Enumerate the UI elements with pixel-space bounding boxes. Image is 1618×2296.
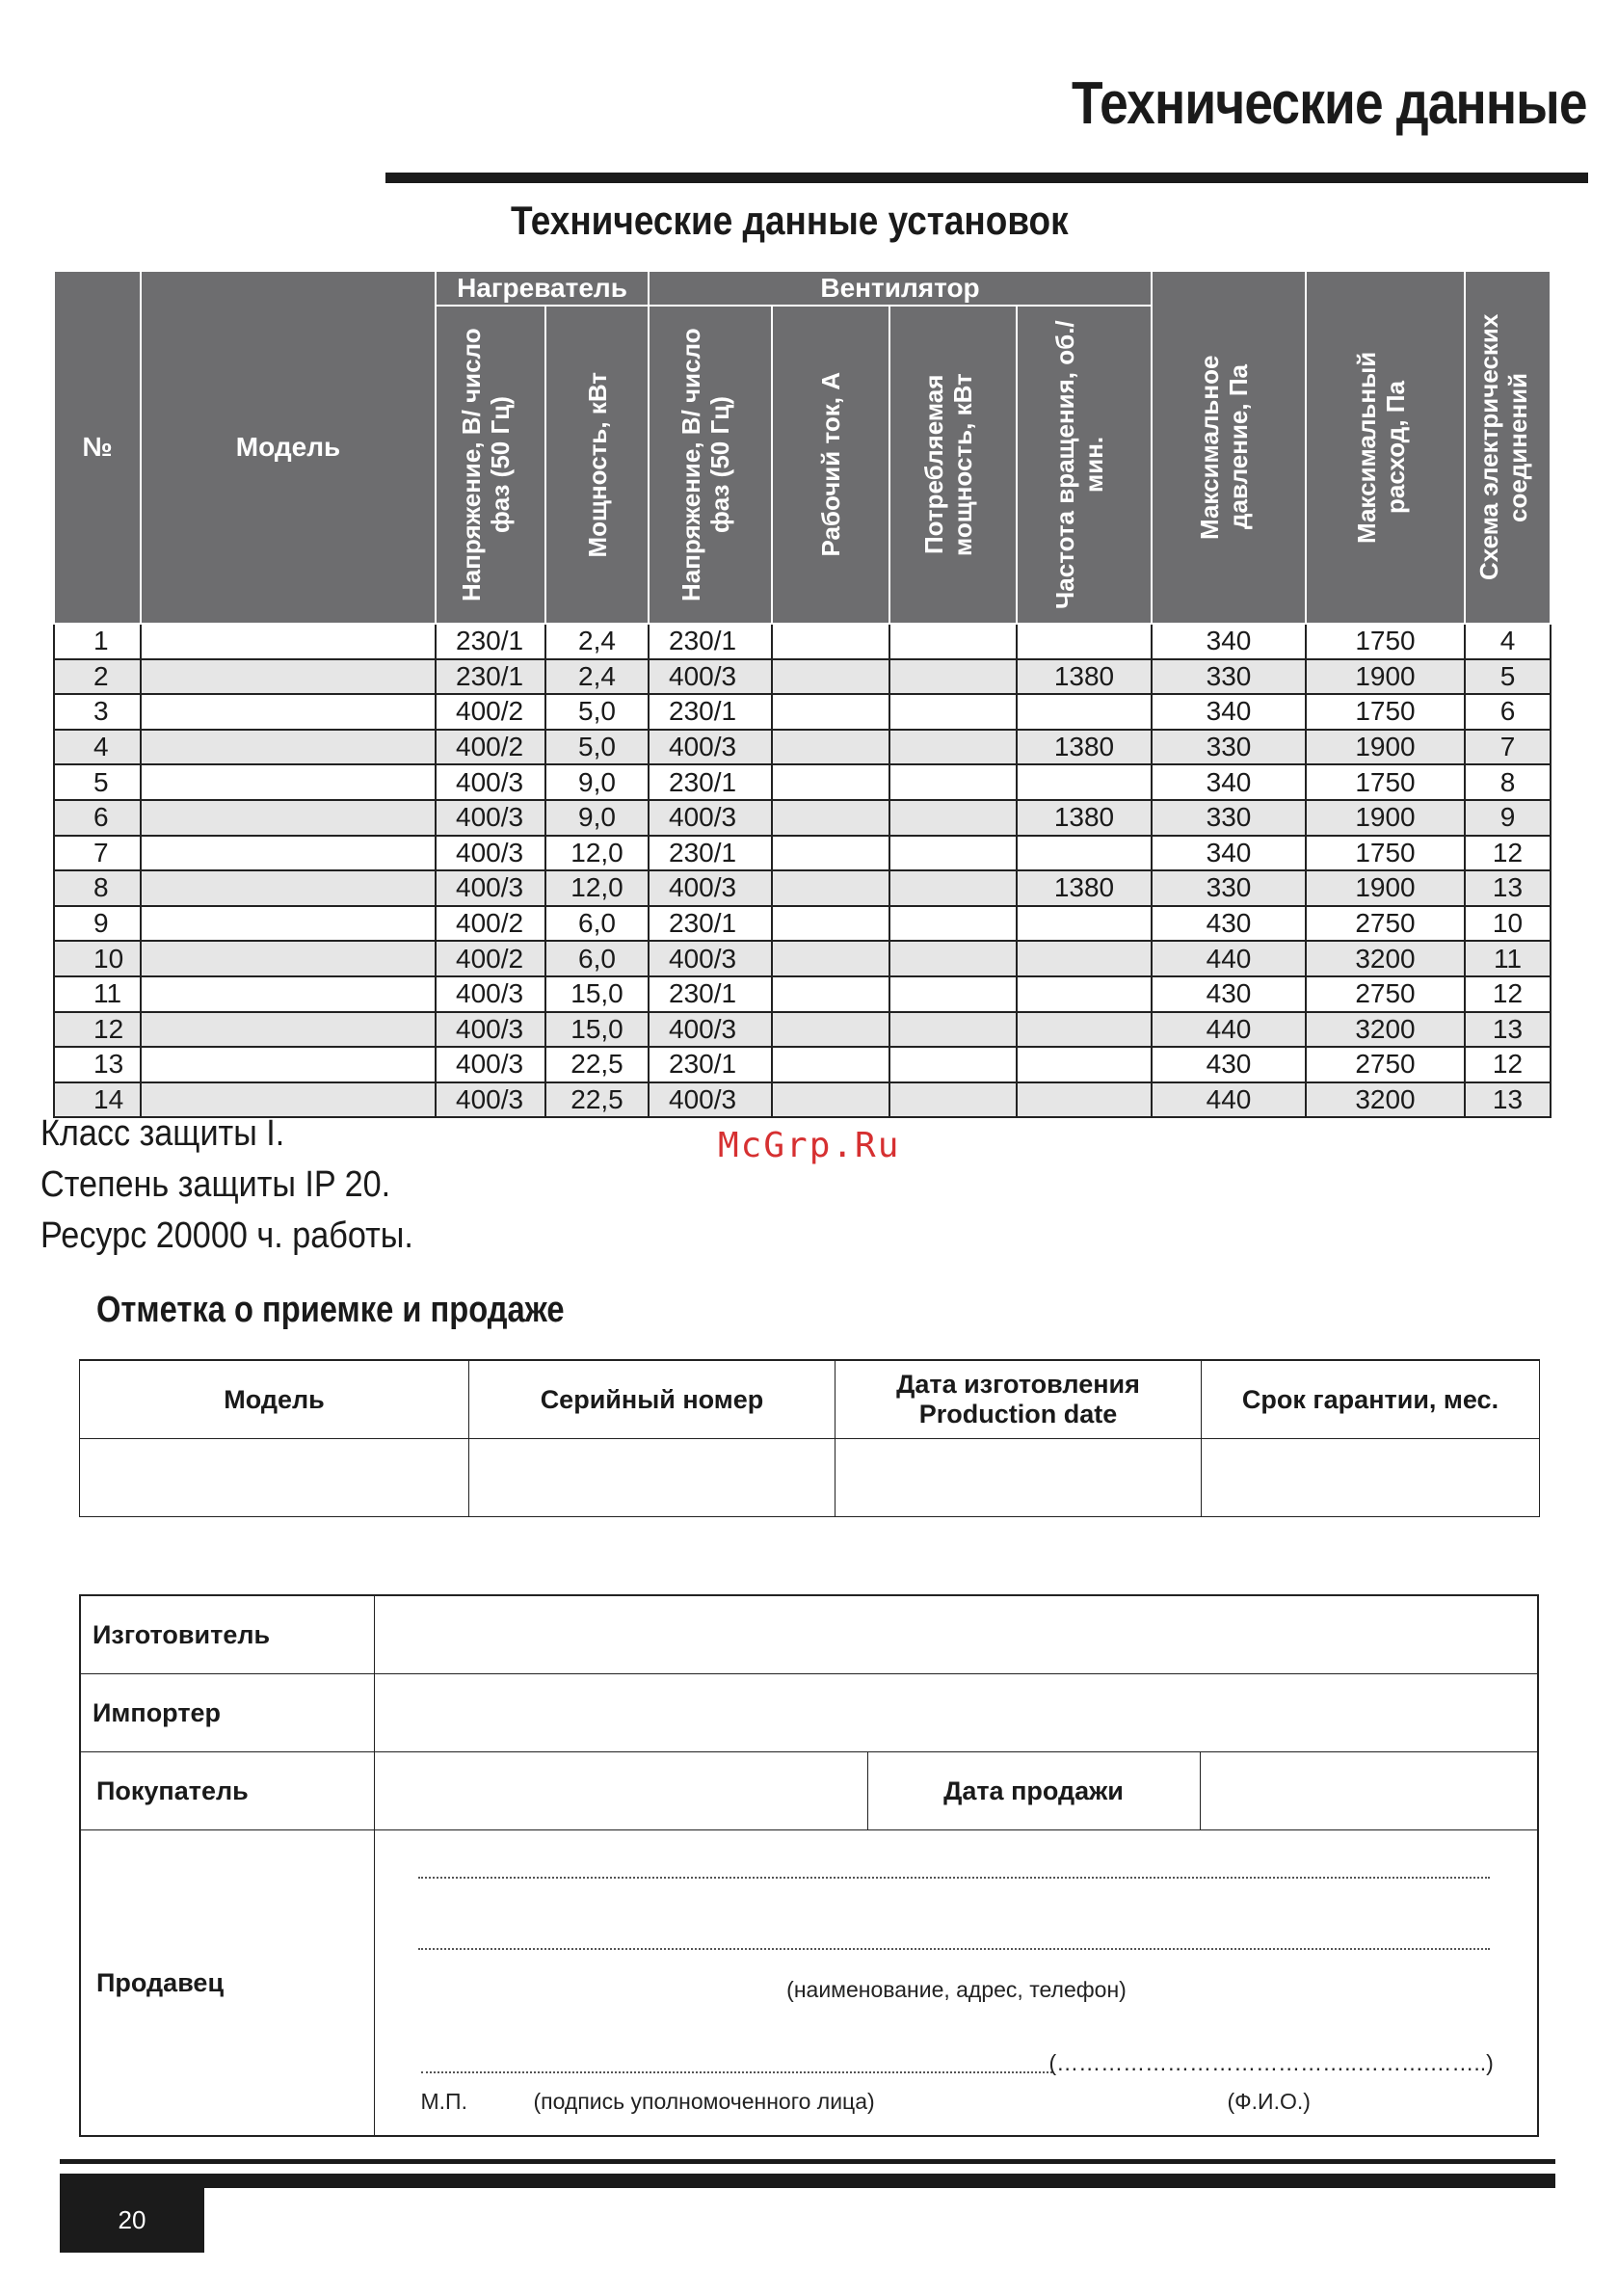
row-max-pressure: 440 — [1152, 1082, 1306, 1118]
acceptance-warranty-cell[interactable] — [1202, 1439, 1540, 1517]
row-num: 7 — [54, 836, 141, 871]
page-title: Технические данные — [1072, 70, 1587, 137]
row-heater-power: 2,4 — [545, 659, 649, 695]
col-header-fan-voltage-label: Напряжение, В/ число фаз (50 Гц) — [676, 328, 734, 601]
row-wiring-scheme: 11 — [1465, 941, 1551, 976]
row-fan-voltage: 230/1 — [649, 836, 772, 871]
table-row — [54, 1012, 1551, 1048]
seller-hint: (наименование, адрес, телефон) — [786, 1977, 1127, 2002]
row-num: 3 — [54, 694, 141, 730]
watermark: McGrp.Ru — [718, 1126, 901, 1165]
row-fan-voltage: 400/3 — [649, 730, 772, 765]
row-heater-power: 15,0 — [545, 976, 649, 1012]
row-wiring-scheme: 4 — [1465, 624, 1551, 659]
row-heater-power: 22,5 — [545, 1082, 649, 1118]
row-fan-current — [772, 659, 889, 695]
group-header-fan: Вентилятор — [649, 271, 1152, 306]
acceptance-serial-cell[interactable] — [469, 1439, 836, 1517]
section-title: Технические данные установок — [511, 198, 1069, 243]
acceptance-model-cell[interactable] — [80, 1439, 469, 1517]
row-heater-voltage: 400/3 — [436, 1047, 545, 1082]
name-hint: (Ф.И.О.) — [1227, 2089, 1311, 2114]
row-heater-voltage: 400/3 — [436, 800, 545, 836]
row-fan-power — [889, 1047, 1017, 1082]
row-heater-power: 22,5 — [545, 1047, 649, 1082]
row-fan-current — [772, 836, 889, 871]
table-row — [54, 906, 1551, 942]
spec-table-body — [54, 624, 1551, 1117]
stamp-label: М.П. — [420, 2089, 467, 2114]
importer-label: Импортер — [80, 1674, 374, 1752]
group-header-heater: Нагреватель — [436, 271, 649, 306]
row-fan-rpm — [1017, 1047, 1152, 1082]
row-max-pressure: 340 — [1152, 624, 1306, 659]
spec-table — [53, 270, 1552, 1118]
row-heater-voltage: 400/3 — [436, 1082, 545, 1118]
signature-line — [421, 2071, 1052, 2073]
table-row — [54, 870, 1551, 906]
col-header-fan-power — [889, 306, 1017, 624]
row-model — [141, 836, 436, 871]
row-fan-voltage: 230/1 — [649, 1047, 772, 1082]
row-max-pressure: 330 — [1152, 870, 1306, 906]
row-fan-rpm — [1017, 976, 1152, 1012]
row-num: 13 — [54, 1047, 141, 1082]
row-fan-current — [772, 906, 889, 942]
row-wiring-scheme: 10 — [1465, 906, 1551, 942]
manufacturer-field[interactable] — [374, 1595, 1538, 1674]
row-max-pressure: 330 — [1152, 800, 1306, 836]
col-header-max-pressure — [1152, 271, 1306, 624]
row-heater-voltage: 400/3 — [436, 976, 545, 1012]
row-fan-rpm — [1017, 906, 1152, 942]
row-heater-power: 15,0 — [545, 1012, 649, 1048]
row-fan-voltage: 400/3 — [649, 870, 772, 906]
row-heater-voltage: 400/3 — [436, 764, 545, 800]
row-max-pressure: 430 — [1152, 1047, 1306, 1082]
col-header-max-pressure-label: Максимальное давление, Па — [1195, 355, 1253, 540]
row-num: 8 — [54, 870, 141, 906]
row-model — [141, 764, 436, 800]
row-fan-power — [889, 1012, 1017, 1048]
col-header-fan-current — [772, 306, 889, 624]
row-max-pressure: 430 — [1152, 906, 1306, 942]
row-fan-current — [772, 694, 889, 730]
row-max-flow: 1750 — [1306, 694, 1465, 730]
row-heater-voltage: 400/3 — [436, 1012, 545, 1048]
col-header-num: № — [54, 271, 141, 624]
row-fan-rpm — [1017, 1082, 1152, 1118]
col-header-max-flow-label: Максимальный расход, Па — [1351, 351, 1410, 544]
buyer-label: Покупатель — [80, 1752, 374, 1830]
row-heater-voltage: 230/1 — [436, 624, 545, 659]
row-wiring-scheme: 7 — [1465, 730, 1551, 765]
row-heater-power: 5,0 — [545, 730, 649, 765]
row-max-flow: 1750 — [1306, 764, 1465, 800]
row-fan-rpm — [1017, 941, 1152, 976]
footer-rule-thick — [60, 2174, 1555, 2188]
col-header-wiring-scheme — [1465, 271, 1551, 624]
row-wiring-scheme: 13 — [1465, 870, 1551, 906]
row-fan-rpm — [1017, 1012, 1152, 1048]
row-fan-power — [889, 870, 1017, 906]
row-fan-current — [772, 1012, 889, 1048]
acceptance-table — [79, 1359, 1540, 1517]
row-num: 2 — [54, 659, 141, 695]
row-heater-voltage: 400/2 — [436, 694, 545, 730]
row-fan-current — [772, 730, 889, 765]
row-wiring-scheme: 5 — [1465, 659, 1551, 695]
manufacturer-label: Изготовитель — [80, 1595, 374, 1674]
row-fan-power — [889, 800, 1017, 836]
row-max-pressure: 340 — [1152, 694, 1306, 730]
row-fan-power — [889, 1082, 1017, 1118]
row-fan-voltage: 400/3 — [649, 1012, 772, 1048]
row-fan-rpm — [1017, 836, 1152, 871]
row-max-flow: 1750 — [1306, 624, 1465, 659]
seller-label: Продавец — [80, 1830, 374, 2137]
row-fan-voltage: 400/3 — [649, 800, 772, 836]
row-model — [141, 906, 436, 942]
row-model — [141, 624, 436, 659]
note-ip-rating: Степень защиты IP 20. — [40, 1164, 391, 1205]
col-header-heater-voltage — [436, 306, 545, 624]
row-heater-power: 6,0 — [545, 906, 649, 942]
row-fan-power — [889, 694, 1017, 730]
row-max-flow: 1900 — [1306, 800, 1465, 836]
table-row — [54, 1047, 1551, 1082]
col-header-heater-power-label: Мощность, кВт — [582, 371, 612, 558]
row-fan-power — [889, 730, 1017, 765]
acceptance-header-model: Модель — [80, 1360, 469, 1439]
row-max-flow: 2750 — [1306, 906, 1465, 942]
row-model — [141, 800, 436, 836]
row-model — [141, 1012, 436, 1048]
col-header-fan-rpm — [1017, 306, 1152, 624]
col-header-wiring-scheme-label: Схема электрических соединений — [1473, 313, 1532, 581]
footer-rule-thin — [60, 2159, 1555, 2164]
acceptance-title: Отметка о приемке и продаже — [96, 1290, 565, 1330]
row-fan-power — [889, 764, 1017, 800]
col-header-model: Модель — [141, 271, 436, 624]
row-fan-current — [772, 800, 889, 836]
row-num: 6 — [54, 800, 141, 836]
row-heater-voltage: 400/3 — [436, 836, 545, 871]
row-fan-rpm: 1380 — [1017, 800, 1152, 836]
row-fan-current — [772, 976, 889, 1012]
row-num: 11 — [54, 976, 141, 1012]
sale-date-label: Дата продажи — [867, 1752, 1200, 1830]
row-wiring-scheme: 13 — [1465, 1012, 1551, 1048]
col-header-fan-rpm-label: Частота вращения, об./мин. — [1050, 320, 1108, 609]
row-fan-power — [889, 624, 1017, 659]
row-heater-power: 5,0 — [545, 694, 649, 730]
acceptance-date-cell[interactable] — [836, 1439, 1202, 1517]
col-header-heater-power — [545, 306, 649, 624]
col-header-fan-current-label: Рабочий ток, А — [816, 372, 845, 557]
row-max-flow: 1900 — [1306, 730, 1465, 765]
row-num: 4 — [54, 730, 141, 765]
row-wiring-scheme: 13 — [1465, 1082, 1551, 1118]
table-row — [54, 764, 1551, 800]
col-header-heater-voltage-label: Напряжение, В/ число фаз (50 Гц) — [457, 328, 515, 601]
row-wiring-scheme: 8 — [1465, 764, 1551, 800]
row-fan-power — [889, 659, 1017, 695]
row-max-pressure: 440 — [1152, 1012, 1306, 1048]
row-max-pressure: 330 — [1152, 730, 1306, 765]
table-row — [54, 941, 1551, 976]
row-num: 1 — [54, 624, 141, 659]
signature-name-dots: (…………………………………..……….……..) — [1048, 2050, 1494, 2075]
row-wiring-scheme: 12 — [1465, 836, 1551, 871]
row-model — [141, 730, 436, 765]
row-model — [141, 870, 436, 906]
row-max-flow: 1900 — [1306, 870, 1465, 906]
note-lifetime: Ресурс 20000 ч. работы. — [40, 1215, 413, 1256]
acceptance-header-serial: Серийный номер — [469, 1360, 836, 1439]
table-row — [54, 976, 1551, 1012]
buyer-field[interactable] — [374, 1752, 867, 1830]
table-row — [54, 694, 1551, 730]
row-max-pressure: 430 — [1152, 976, 1306, 1012]
seller-field[interactable] — [374, 1830, 1538, 2137]
row-fan-power — [889, 906, 1017, 942]
row-heater-power: 9,0 — [545, 764, 649, 800]
row-model — [141, 1082, 436, 1118]
col-header-fan-power-label: Потребляемая мощность, кВт — [919, 373, 977, 556]
row-heater-voltage: 230/1 — [436, 659, 545, 695]
row-fan-current — [772, 1082, 889, 1118]
page-number: 20 — [60, 2188, 204, 2253]
acceptance-header-warranty: Срок гарантии, мес. — [1202, 1360, 1540, 1439]
sale-date-field[interactable] — [1200, 1752, 1538, 1830]
row-fan-voltage: 230/1 — [649, 764, 772, 800]
row-max-flow: 2750 — [1306, 1047, 1465, 1082]
row-num: 12 — [54, 1012, 141, 1048]
row-max-flow: 3200 — [1306, 1082, 1465, 1118]
row-max-pressure: 330 — [1152, 659, 1306, 695]
row-wiring-scheme: 12 — [1465, 976, 1551, 1012]
importer-field[interactable] — [374, 1674, 1538, 1752]
row-wiring-scheme: 12 — [1465, 1047, 1551, 1082]
row-fan-voltage: 230/1 — [649, 906, 772, 942]
row-max-pressure: 440 — [1152, 941, 1306, 976]
row-fan-rpm — [1017, 764, 1152, 800]
row-fan-rpm — [1017, 694, 1152, 730]
row-heater-power: 9,0 — [545, 800, 649, 836]
row-heater-voltage: 400/2 — [436, 906, 545, 942]
table-row — [54, 730, 1551, 765]
row-max-flow: 3200 — [1306, 941, 1465, 976]
row-fan-power — [889, 976, 1017, 1012]
row-model — [141, 694, 436, 730]
parties-table — [79, 1594, 1539, 2137]
table-row — [54, 836, 1551, 871]
title-rule — [385, 173, 1588, 183]
row-num: 5 — [54, 764, 141, 800]
row-max-flow: 2750 — [1306, 976, 1465, 1012]
row-heater-voltage: 400/2 — [436, 730, 545, 765]
table-row — [54, 800, 1551, 836]
acceptance-header-date-en: Production date — [918, 1400, 1118, 1428]
row-model — [141, 941, 436, 976]
row-max-pressure: 340 — [1152, 836, 1306, 871]
acceptance-header-date-ru: Дата изготовления — [896, 1370, 1140, 1399]
row-fan-voltage: 400/3 — [649, 1082, 772, 1118]
row-model — [141, 1047, 436, 1082]
row-heater-power: 12,0 — [545, 870, 649, 906]
signature-hint: (подпись уполномоченного лица) — [533, 2089, 875, 2114]
row-fan-rpm: 1380 — [1017, 870, 1152, 906]
row-fan-voltage: 230/1 — [649, 694, 772, 730]
row-fan-voltage: 230/1 — [649, 976, 772, 1012]
row-num: 10 — [54, 941, 141, 976]
row-fan-current — [772, 764, 889, 800]
row-max-flow: 3200 — [1306, 1012, 1465, 1048]
row-heater-power: 6,0 — [545, 941, 649, 976]
row-max-pressure: 340 — [1152, 764, 1306, 800]
row-heater-power: 12,0 — [545, 836, 649, 871]
acceptance-header-date — [836, 1360, 1202, 1439]
row-fan-power — [889, 836, 1017, 871]
row-fan-current — [772, 941, 889, 976]
row-num: 14 — [54, 1082, 141, 1118]
row-max-flow: 1750 — [1306, 836, 1465, 871]
row-fan-rpm: 1380 — [1017, 659, 1152, 695]
seller-line-2 — [418, 1948, 1490, 1950]
row-num: 9 — [54, 906, 141, 942]
row-wiring-scheme: 6 — [1465, 694, 1551, 730]
row-fan-power — [889, 941, 1017, 976]
table-row — [54, 1082, 1551, 1118]
row-fan-current — [772, 870, 889, 906]
seller-line-1 — [418, 1877, 1490, 1879]
row-fan-voltage: 400/3 — [649, 659, 772, 695]
row-fan-voltage: 230/1 — [649, 624, 772, 659]
note-protection-class: Класс защиты I. — [40, 1113, 285, 1154]
row-heater-voltage: 400/2 — [436, 941, 545, 976]
table-row — [54, 659, 1551, 695]
row-fan-voltage: 400/3 — [649, 941, 772, 976]
col-header-max-flow — [1306, 271, 1465, 624]
row-fan-rpm — [1017, 624, 1152, 659]
row-fan-rpm: 1380 — [1017, 730, 1152, 765]
row-fan-current — [772, 624, 889, 659]
row-model — [141, 976, 436, 1012]
table-row — [54, 624, 1551, 659]
col-header-fan-voltage — [649, 306, 772, 624]
row-max-flow: 1900 — [1306, 659, 1465, 695]
row-heater-power: 2,4 — [545, 624, 649, 659]
row-heater-voltage: 400/3 — [436, 870, 545, 906]
row-wiring-scheme: 9 — [1465, 800, 1551, 836]
row-model — [141, 659, 436, 695]
row-fan-current — [772, 1047, 889, 1082]
